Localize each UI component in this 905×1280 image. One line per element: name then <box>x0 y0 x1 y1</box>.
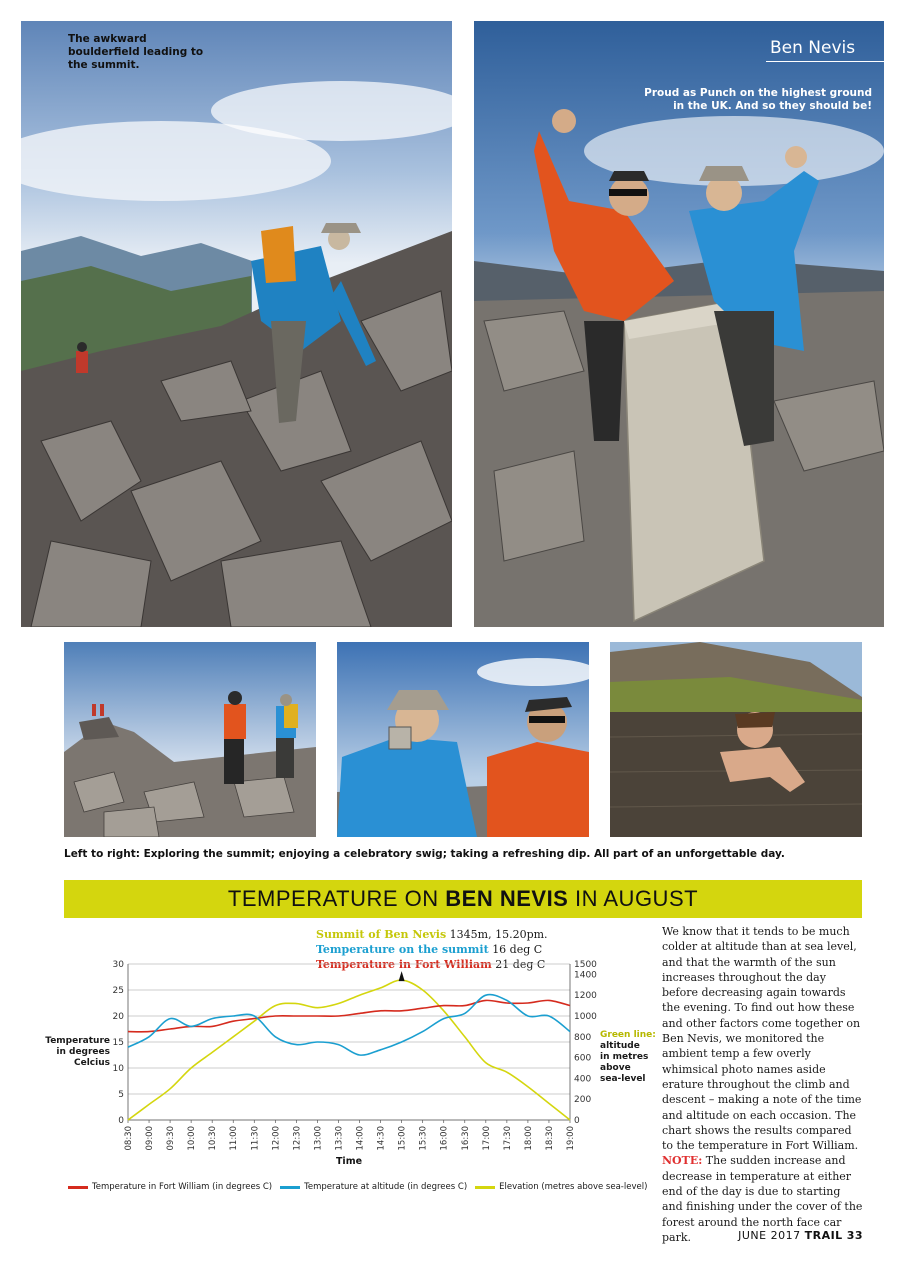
y-left-tick-4: 20 <box>112 1012 124 1022</box>
x-tick-label-16: 16:30 <box>460 1126 471 1151</box>
temperature-chart <box>105 950 605 1170</box>
x-tick-label-19: 18:00 <box>523 1126 534 1151</box>
legend-label-altitude: Temperature at altitude (in degrees C) <box>304 1182 468 1192</box>
y-right-line4: above <box>600 1063 631 1073</box>
summit-marker-icon <box>399 971 405 981</box>
x-tick-label-3: 10:00 <box>187 1126 198 1151</box>
legend-label-elevation: Elevation (metres above sea-level) <box>499 1182 648 1192</box>
x-tick-label-6: 11:30 <box>250 1126 261 1151</box>
folio-page: 33 <box>846 1229 863 1242</box>
y-right-line3: in metres <box>600 1052 649 1062</box>
key-temp-summit-label: Temperature on the summit <box>316 943 489 956</box>
y-axis-left-label <box>40 1036 110 1069</box>
x-tick-label-17: 17:00 <box>481 1126 492 1151</box>
x-tick-label-20: 18:30 <box>544 1126 555 1151</box>
key-temp-fw-label: Temperature in Fort William <box>316 958 492 971</box>
note-text: The sudden increase and decrease in temperature at either end of the day is due to starting and finishing under the cover of the forest around the north face car park. <box>662 1154 863 1244</box>
chart-svg <box>105 950 605 1170</box>
y-left-line3: Celcius <box>74 1058 110 1068</box>
legend-item-altitude <box>280 1182 467 1192</box>
x-tick-label-1: 09:00 <box>145 1126 156 1151</box>
y-right-tick-4: 800 <box>574 1032 592 1043</box>
x-tick-label-13: 15:00 <box>397 1126 408 1151</box>
y-left-tick-5: 25 <box>112 986 124 996</box>
x-tick-label-18: 17:30 <box>502 1126 513 1151</box>
x-tick-label-2: 09:30 <box>166 1126 177 1151</box>
x-tick-label-21: 19:00 <box>566 1126 576 1151</box>
x-tick-label-11: 14:00 <box>355 1126 366 1151</box>
banner-bold: BEN NEVIS <box>445 886 569 911</box>
photo-exploring-summit <box>64 642 316 837</box>
legend-swatch-fort-william <box>68 1186 88 1189</box>
article-body-text: We know that it tends to be much colder at altitude than at sea level, and that the warmth of the sun increases throughout the day before decreasing again towards the evening. To find out how these and other factors come together on Ben Nevis, we monitored the ambient temp a few overly whimsical photo names aside erature throughout the climb and descent – making a note of the time and altitude on each occasion. The chart shows the results compared to the temperature in Fort William. <box>662 925 862 1153</box>
y-right-tick-7: 1400 <box>574 970 597 981</box>
chart-banner <box>64 880 862 918</box>
x-tick-label-8: 12:30 <box>292 1126 303 1151</box>
page-folio <box>738 1229 863 1242</box>
caption-summit-pride: Proud as Punch on the highest ground in the UK. And so they should be! <box>644 87 872 112</box>
y-axis-right-label <box>600 1030 660 1085</box>
y-left-line1: Temperature <box>45 1036 110 1046</box>
x-axis-title: Time <box>335 1156 363 1167</box>
photo-celebratory-swig <box>337 642 589 837</box>
series-legend <box>68 1182 647 1192</box>
x-tick-label-10: 13:30 <box>334 1126 345 1151</box>
y-left-tick-6: 30 <box>112 960 124 970</box>
photo-refreshing-dip <box>610 642 862 837</box>
folio-issue: JUNE 2017 <box>738 1229 801 1242</box>
x-tick-label-4: 10:30 <box>208 1126 219 1151</box>
y-right-tick-8: 1500 <box>574 960 597 970</box>
legend-label-fort-william: Temperature in Fort William (in degrees C) <box>92 1182 273 1192</box>
legend-swatch-altitude <box>280 1186 300 1189</box>
folio-magazine: TRAIL <box>804 1229 843 1242</box>
series-line-altitude-temp <box>128 995 570 1056</box>
legend-item-elevation <box>475 1182 647 1192</box>
y-right-green: Green line: <box>600 1030 656 1040</box>
legend-swatch-elevation <box>475 1186 495 1189</box>
x-tick-label-7: 12:00 <box>271 1126 282 1151</box>
banner-prefix: TEMPERATURE ON <box>227 886 439 911</box>
y-left-tick-1: 5 <box>118 1090 124 1100</box>
article-body <box>662 924 864 1245</box>
caption-boulderfield: The awkward boulderfield leading to the summit. <box>68 33 204 71</box>
x-tick-label-15: 16:00 <box>439 1126 450 1151</box>
y-left-line2: in degrees <box>56 1047 110 1057</box>
y-right-line2: altitude <box>600 1041 640 1051</box>
section-tag: Ben Nevis <box>766 38 884 62</box>
y-right-tick-6: 1200 <box>574 991 597 1002</box>
key-summit <box>316 927 548 942</box>
y-right-tick-2: 400 <box>574 1074 592 1085</box>
y-right-line5: sea-level <box>600 1074 646 1084</box>
caption-photo-strip: Left to right: Exploring the summit; enjoying a celebratory swig; taking a refreshing dip. All part of an unforgettable day. <box>64 848 785 860</box>
x-tick-label-0: 08:30 <box>124 1126 134 1151</box>
y-left-tick-3: 15 <box>112 1038 124 1048</box>
key-summit-label: Summit of Ben Nevis <box>316 928 447 941</box>
photo-boulderfield <box>21 21 452 627</box>
y-left-tick-2: 10 <box>112 1064 124 1074</box>
key-summit-value: 1345m, 15.20pm. <box>449 928 548 941</box>
key-temp-summit-value: 16 deg C <box>492 943 543 956</box>
key-temp-fw-value: 21 deg C <box>495 958 546 971</box>
y-right-tick-5: 1000 <box>574 1012 597 1022</box>
x-tick-label-14: 15:30 <box>418 1126 429 1151</box>
x-tick-label-9: 13:00 <box>313 1126 324 1151</box>
legend-item-fort-william <box>68 1182 272 1192</box>
x-tick-label-12: 14:30 <box>376 1126 387 1151</box>
x-tick-label-5: 11:00 <box>229 1126 240 1151</box>
y-right-tick-1: 200 <box>574 1095 592 1106</box>
banner-suffix: IN AUGUST <box>574 886 699 911</box>
y-left-tick-0: 0 <box>118 1116 124 1126</box>
y-right-tick-0: 0 <box>574 1116 580 1126</box>
y-right-tick-3: 600 <box>574 1053 592 1064</box>
note-label: NOTE: <box>662 1154 703 1168</box>
